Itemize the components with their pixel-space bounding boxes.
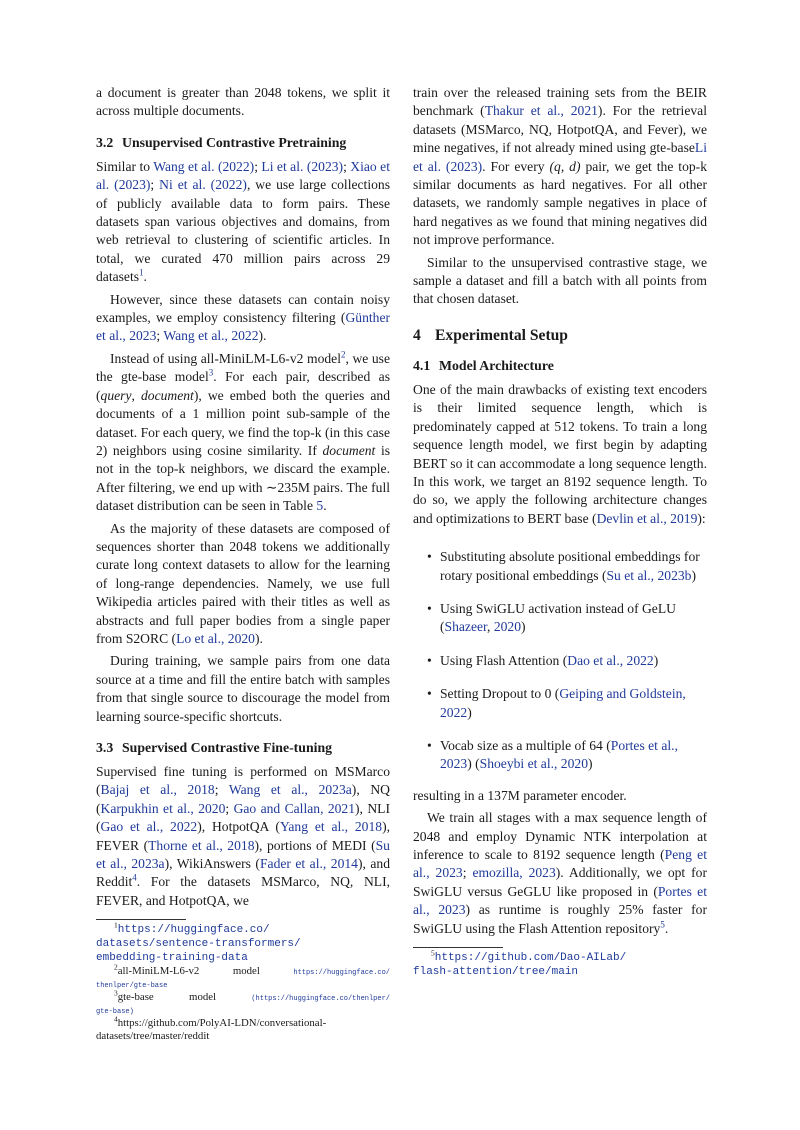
- text-span: is not in the top-k neighbors, we discard the example. After filtering, we end up with ∼235M pairs. The full dataset distribution can be seen in Table: [96, 442, 391, 514]
- citation-link[interactable]: Yang et al., 2018: [279, 819, 383, 835]
- citation-link[interactable]: Bajaj et al., 2018: [100, 782, 215, 798]
- list-item: [413, 548, 707, 585]
- footnote-url-link[interactable]: gte-base): [96, 1008, 134, 1017]
- citation-link[interactable]: Wang et al., 2023a: [228, 782, 352, 798]
- footnotes: [96, 920, 390, 1043]
- text-span: . For every: [482, 158, 550, 174]
- math-query: query: [100, 387, 132, 403]
- list-item: [413, 652, 707, 670]
- section-3-2-heading: [96, 134, 390, 152]
- citation-link[interactable]: Su et al., 2023b: [606, 567, 692, 583]
- bullet-icon: •: [427, 686, 432, 702]
- architecture-paragraph: [413, 381, 707, 528]
- citation-link[interactable]: Thorne et al., 2018: [148, 837, 255, 853]
- text-span: Vocab size as a multiple of 64 (: [440, 737, 611, 753]
- footnote-ref[interactable]: 5: [660, 919, 665, 930]
- pretraining-paragraph-5: During training, we sample pairs from one data source at a time and fill the entire batch with samples from that single source to discourage the model from learning source-specific shortcuts.: [96, 653, 390, 724]
- footnote-4: [96, 1014, 390, 1030]
- text-span: ). For the retrieval datasets (MSMarco, NQ, HotpotQA, and Fever), we mine negatives, if not already mined using gte-base: [413, 103, 707, 156]
- text-span: ): [588, 756, 593, 772]
- footnote-3-url-continued: [96, 1006, 390, 1017]
- citation-link[interactable]: Wang et al. (2022): [153, 158, 255, 174]
- text-span: train over the released training sets from the BEIR benchmark (: [413, 85, 707, 119]
- footnote-url-link[interactable]: thenlper/gte-base: [96, 982, 168, 991]
- top-paragraph: a document is greater than 2048 tokens, we split it across multiple documents.: [96, 85, 390, 119]
- citation-link[interactable]: Portes et al., 2023: [440, 737, 678, 772]
- text-span: We train all stages with a max sequence length of 2048 and employ Dynamic NTK interpolation at inference to scale to 8192 sequence length (: [413, 810, 707, 862]
- pretraining-paragraph-1: [96, 158, 390, 287]
- footnote-1: [96, 920, 390, 937]
- footnote-ref[interactable]: 2: [340, 349, 346, 360]
- footnote-url-link[interactable]: (https://huggingface.co/thenlper/: [251, 995, 390, 1004]
- text-span: ) as runtime is roughly 25% faster for SwiGLU using the Flash Attention repository: [413, 902, 707, 936]
- text-span: Instead of using all-MiniLM-L6-v2 model: [110, 350, 341, 366]
- section-4-1-heading: [413, 357, 707, 375]
- text-span: , we use large collections of publicly available data to form pairs. These datasets span various objectives and domains, from web retrieval to clustering of scientific articles. In total, we curated 470 million pairs across 29 datasets: [96, 177, 390, 285]
- text-span: Setting Dropout to 0 (: [440, 686, 560, 702]
- text-span: ), FEVER (: [96, 819, 390, 853]
- text-span: ).: [254, 630, 263, 646]
- citation-link[interactable]: Geiping and Goldstein, 2022: [440, 686, 686, 720]
- math-qd: (q, d): [549, 158, 581, 174]
- citation-link[interactable]: Gao and Callan, 2021: [233, 800, 356, 816]
- section-3-3-number: 3.3: [96, 740, 114, 755]
- text-span: ): [653, 652, 659, 668]
- footnote-3-text: [114, 988, 154, 1004]
- math-document: document: [140, 387, 194, 403]
- resulting-paragraph: resulting in a 137M parameter encoder.: [413, 787, 627, 803]
- pretraining-paragraph-4: [96, 520, 390, 649]
- citation-link[interactable]: Lo et al., 2020: [176, 630, 255, 646]
- text-span: ), NQ (: [96, 782, 390, 816]
- footnote-number: 3: [114, 988, 118, 998]
- section-4-heading: [413, 326, 707, 346]
- text-span: ): [467, 704, 472, 720]
- text-span: ;: [214, 782, 229, 798]
- citation-link[interactable]: Karpukhin et al., 2020: [100, 800, 226, 816]
- section-3-2-number: 3.2: [96, 134, 114, 150]
- citation-link[interactable]: Thakur et al., 2021: [484, 103, 598, 119]
- citation-link[interactable]: Peng et al., 2023: [413, 847, 707, 881]
- citation-link[interactable]: Dao et al., 2022: [567, 652, 654, 668]
- pretraining-paragraph-3: [96, 350, 390, 516]
- bullet-icon: •: [427, 549, 432, 565]
- footnote-5-line: [413, 948, 707, 965]
- footnote-2-text: [114, 962, 200, 978]
- text-span: Supervised fine tuning is performed on MSMarco (: [96, 764, 390, 798]
- footnote-5-continued: [413, 965, 707, 979]
- text-span: ;: [150, 177, 160, 193]
- text-span: ;: [462, 865, 473, 881]
- text-span: ).: [258, 328, 267, 344]
- section-3-2-title: Unsupervised Contrastive Pretraining: [122, 134, 347, 150]
- text-span: ) (: [467, 756, 480, 772]
- citation-link[interactable]: Wang et al., 2022: [163, 328, 259, 344]
- text-span: ), WikiAnswers (: [164, 856, 260, 872]
- citation-link[interactable]: Su et al., 2023a: [96, 837, 390, 872]
- text-span: ), HotpotQA (: [197, 819, 280, 835]
- citation-link[interactable]: Ni et al. (2022): [159, 177, 247, 193]
- text-span: ), and Reddit: [96, 856, 390, 890]
- left-column: [96, 84, 390, 1043]
- footnote-number: 4: [114, 1014, 118, 1024]
- text-span: ,: [131, 387, 141, 403]
- citation-link[interactable]: Shazeer: [444, 619, 488, 635]
- text-span: ;: [225, 800, 234, 816]
- text-span: However, since these datasets can contain noisy examples, we employ consistency filtering (: [96, 291, 390, 326]
- text-span: Similar to: [96, 158, 154, 174]
- footnote-url-link[interactable]: datasets/sentence-transformers/: [96, 938, 301, 951]
- text-span: model: [232, 965, 260, 978]
- text-span: ): [691, 567, 696, 583]
- text-span: Substituting absolute positional embeddings for rotary positional embeddings (: [440, 549, 700, 583]
- text-span: ), we embed both the queries and documents of a 1 million point sub-sample of the dataset. For each query, we find the top-k (in this case 2) neighbors using cosine similarity. If: [96, 387, 390, 458]
- list-item: [413, 600, 707, 637]
- right-column: [413, 84, 707, 979]
- text-span: . For the datasets MSMarco, NQ, NLI, FEVER, and HotpotQA, we: [96, 874, 390, 908]
- section-4-1-title: Model Architecture: [439, 357, 554, 373]
- footnote-1-url-continued: [96, 937, 390, 951]
- citation-link[interactable]: Portes et al., 2023: [413, 883, 707, 918]
- bullet-icon: •: [427, 600, 432, 616]
- text-span: gte-base: [117, 991, 154, 1004]
- footnote-3: [96, 988, 390, 1006]
- footnote-rule: [413, 947, 503, 948]
- footnote-rule: [96, 919, 186, 920]
- text-span: ;: [156, 328, 164, 344]
- section-4-1-number: 4.1: [413, 357, 431, 373]
- footnote-number: 5: [431, 948, 435, 958]
- text-span: .: [143, 269, 147, 285]
- section-4-title: Experimental Setup: [435, 326, 568, 344]
- citation-link[interactable]: Gao et al., 2022: [100, 819, 198, 835]
- footnote-url-link[interactable]: flash-attention/tree/main: [413, 966, 579, 979]
- text-span: .: [664, 920, 669, 936]
- section-3-3-heading: [96, 739, 390, 757]
- section-4-number: 4: [413, 326, 421, 344]
- footnote-url-link[interactable]: https://huggingface.co/: [293, 969, 390, 978]
- pretraining-paragraph-2: [96, 291, 390, 346]
- footnote-url-link[interactable]: https://huggingface.co/: [117, 924, 270, 937]
- text-span: One of the main drawbacks of existing text encoders is their limited sequence length, which is predominately capped at 512 tokens. To train a long sequence length model, we first begin by adapting BERT so it can accommodate a long sequence length. In this work, we target an 8192 sequence length. To do so, we apply the following architecture changes and optimizations to BERT base (: [413, 381, 707, 526]
- footnote-1-url-end: [96, 951, 390, 965]
- citation-link[interactable]: emozilla, 2023: [472, 865, 556, 881]
- bullet-icon: •: [427, 652, 432, 668]
- math-document: document: [322, 442, 376, 458]
- citation-link[interactable]: Günther et al., 2023: [96, 310, 390, 344]
- footnote-number: 1: [114, 920, 118, 930]
- text-span: https://github.com/PolyAI-LDN/conversational-: [117, 1017, 327, 1030]
- footnote-url-link[interactable]: embedding-training-data: [96, 952, 248, 965]
- footnote-ref[interactable]: 4: [132, 872, 137, 883]
- text-span: ), portions of MEDI (: [254, 837, 376, 853]
- similar-paragraph: Similar to the unsupervised contrastive stage, we sample a dataset and fill a batch with all points from that chosen dataset.: [413, 254, 707, 307]
- list-item: [413, 685, 707, 722]
- footnote-number: 2: [114, 962, 118, 972]
- footnote-5: [413, 948, 707, 979]
- text-span: .: [323, 498, 327, 514]
- citation-link[interactable]: Li et al. (2023): [261, 158, 344, 174]
- footnote-2: [96, 962, 390, 980]
- finetuning-paragraph: [96, 763, 390, 910]
- footnote-2-url-continued: [96, 980, 390, 991]
- text-span: Using SwiGLU activation instead of GeLU (: [440, 600, 676, 635]
- text-span: Using Flash Attention (: [440, 652, 568, 668]
- section-3-3-title: Supervised Contrastive Fine-tuning: [122, 740, 333, 755]
- citation-link[interactable]: Fader et al., 2014: [259, 856, 358, 872]
- training-paragraph: [413, 809, 707, 938]
- text-span: ): [521, 619, 526, 635]
- text-span: ,: [487, 619, 494, 635]
- text-span: ;: [254, 158, 262, 174]
- text-span: model: [189, 991, 217, 1004]
- citation-link[interactable]: 2020: [493, 619, 521, 635]
- text-span: . For each pair, described as (: [96, 369, 390, 403]
- text-span: ;: [343, 158, 351, 174]
- table-ref-link[interactable]: 5: [316, 498, 324, 514]
- text-span: As the majority of these datasets are composed of sequences shorter than 2048 tokens we additionally curate long context datasets to allow for the learning of long-range dependencies. Namely, we use full Wikipedia articles paired with their titles as well as abstracts and full paper bodies from a single paper from S2ORC (: [96, 520, 390, 646]
- citation-link[interactable]: Xiao et al. (2023): [96, 158, 390, 193]
- list-item: [413, 737, 707, 774]
- text-span: ). Additionally, we opt for SwiGLU versus GeGLU like proposed in (: [413, 865, 707, 899]
- footnote-ref[interactable]: 3: [208, 367, 214, 378]
- footnote-ref[interactable]: 1: [139, 267, 144, 278]
- architecture-changes-list: [413, 548, 707, 774]
- citation-link[interactable]: Devlin et al., 2019: [596, 510, 698, 526]
- text-span: ), NLI (: [96, 800, 390, 835]
- text-span: , we use the gte-base model: [96, 350, 390, 385]
- footnote-4-continued: datasets/tree/master/reddit: [96, 1030, 210, 1043]
- text-span: all-MiniLM-L6-v2: [117, 965, 200, 978]
- footnote-url-link[interactable]: https://github.com/Dao-AILab/: [434, 952, 627, 965]
- citation-link[interactable]: Shoeybi et al., 2020: [479, 756, 588, 772]
- bullet-icon: •: [427, 737, 432, 753]
- text-span: pair, we get the top-k similar documents as hard negatives. For all other datasets, we randomly sample negatives in place of hard negatives as we found that mining negatives did not improve performance.: [413, 158, 707, 248]
- text-span: ):: [697, 510, 706, 526]
- citation-link[interactable]: Li et al. (2023): [413, 140, 707, 174]
- finetuning-paragraph-continued: [413, 84, 707, 250]
